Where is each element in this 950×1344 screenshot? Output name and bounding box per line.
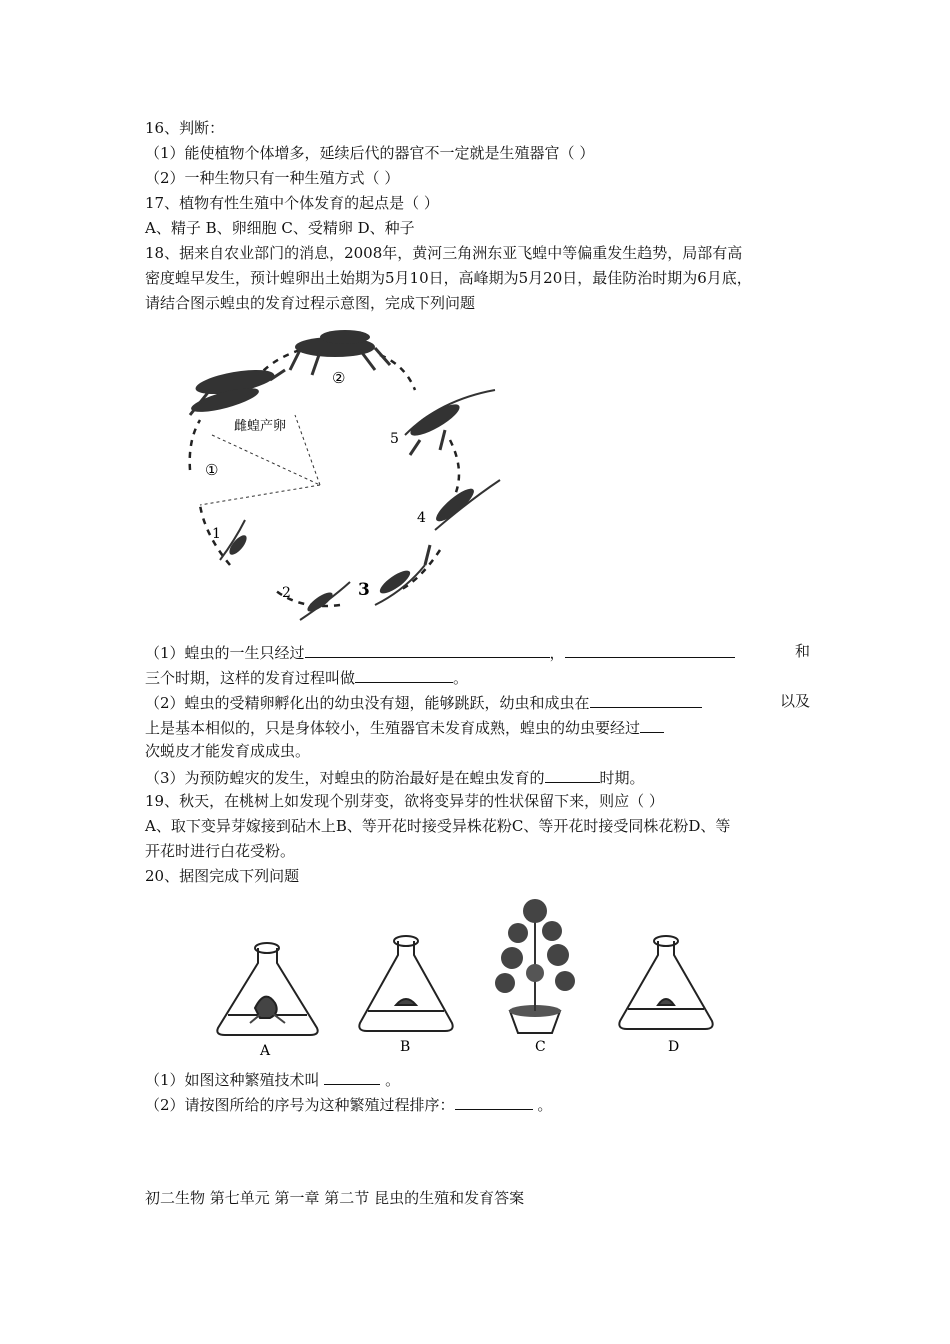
q18-part-2-line-1: （2）蝗虫的受精卵孵化出的幼虫没有翅，能够跳跃，幼虫和成虫在 以及 (145, 692, 810, 712)
q16-item-2: （2）一种生物只有一种生殖方式（ ） (145, 169, 400, 187)
q16-title: 16、判断： (145, 119, 225, 137)
answer-blank[interactable] (565, 641, 735, 658)
nymph-stage-4-icon (425, 480, 500, 565)
egg-laying-locust-icon (189, 365, 285, 417)
answer-blank[interactable] (324, 1068, 380, 1085)
q19-options-2: 开花时进行白花受粉。 (145, 842, 296, 860)
figure-center-label: 雌蝗产卵 (234, 419, 287, 434)
figure-label-3: 3 (358, 580, 370, 600)
q18-part-1-line-1: （1）蝗虫的一生只经过 ， 和 (145, 642, 810, 662)
flask-d-icon (619, 936, 712, 1029)
nymph-stage-5-icon (405, 390, 495, 455)
q18-part-3: （3）为预防蝗灾的发生，对蝗虫的防治最好是在蝗虫发育的 时期。 (145, 766, 645, 788)
q18-stem-1: 18、据来自农业部门的消息，2008年，黄河三角洲东亚飞蝗中等偏重发生趋势，局部有高 (145, 244, 743, 262)
q18-part-2-line-2: 上是基本相似的，只是身体较小，生殖器官未发育成熟，蝗虫的幼虫要经过 (145, 716, 664, 738)
q18-stem-3: 请结合图示蝗虫的发育过程示意图，完成下列问题 (145, 294, 476, 312)
q18-part-2-line-3: 次蜕皮才能发育成成虫。 (145, 742, 311, 760)
figure-label-5: 5 (390, 431, 399, 447)
locust-lifecycle-figure (150, 320, 520, 630)
q19-stem: 19、秋天，在桃树上如发现个别芽变，欲将变异芽的性状保留下来，则应（ ） (145, 792, 664, 810)
figure-label-1: 1 (212, 526, 221, 542)
flask-b-label: B (400, 1039, 411, 1055)
q19-options-1: A、取下变异芽嫁接到砧木上B、等开花时接受异株花粉C、等开花时接受同株花粉D、等 (145, 817, 731, 835)
figure-label-2: 2 (282, 585, 291, 601)
answer-blank[interactable] (305, 641, 550, 658)
flask-a-icon (217, 943, 317, 1035)
q18-stem-2: 密度蝗早发生，预计蝗卵出土始期为5月10日，高峰期为5月20日，最佳防治时期为6月底， (145, 269, 752, 287)
answer-section-title: 初二生物 第七单元 第一章 第二节 昆虫的生殖和发育答案 (145, 1189, 525, 1207)
q17-stem: 17、植物有性生殖中个体发育的起点是（ ） (145, 194, 439, 212)
answer-blank[interactable] (640, 716, 664, 733)
answer-blank[interactable] (590, 691, 702, 708)
nymph-stage-3-icon (375, 565, 425, 605)
flask-a-label: A (260, 1043, 271, 1058)
flask-d-label: D (668, 1039, 680, 1055)
tissue-culture-figure (200, 893, 720, 1058)
q17-options: A、精子 B、卵细胞 C、受精卵 D、种子 (145, 219, 415, 237)
answer-blank[interactable] (455, 1093, 533, 1110)
nymph-stage-1-icon (220, 520, 250, 560)
q20-part-1: （1）如图这种繁殖技术叫 。 (145, 1068, 400, 1090)
answer-blank[interactable] (545, 766, 600, 783)
plant-c-label: C (535, 1039, 546, 1055)
q16-item-1: （1）能使植物个体增多，延续后代的器官不一定就是生殖器官（ ） (145, 144, 595, 162)
figure-label-circle-1: ① (205, 461, 219, 479)
potted-plant-c-icon (495, 899, 575, 1033)
q20-stem: 20、据图完成下列问题 (145, 867, 300, 885)
q20-part-2: （2）请按图所给的序号为这种繁殖过程排序： 。 (145, 1093, 552, 1115)
figure-label-circle-2: ② (332, 369, 346, 387)
nymph-stage-2-icon (300, 582, 350, 620)
answer-blank[interactable] (355, 666, 453, 683)
q18-part-1-line-2: 三个时期，这样的发育过程叫做 。 (145, 666, 468, 688)
flask-b-icon (359, 936, 452, 1031)
figure-label-4: 4 (417, 510, 426, 526)
